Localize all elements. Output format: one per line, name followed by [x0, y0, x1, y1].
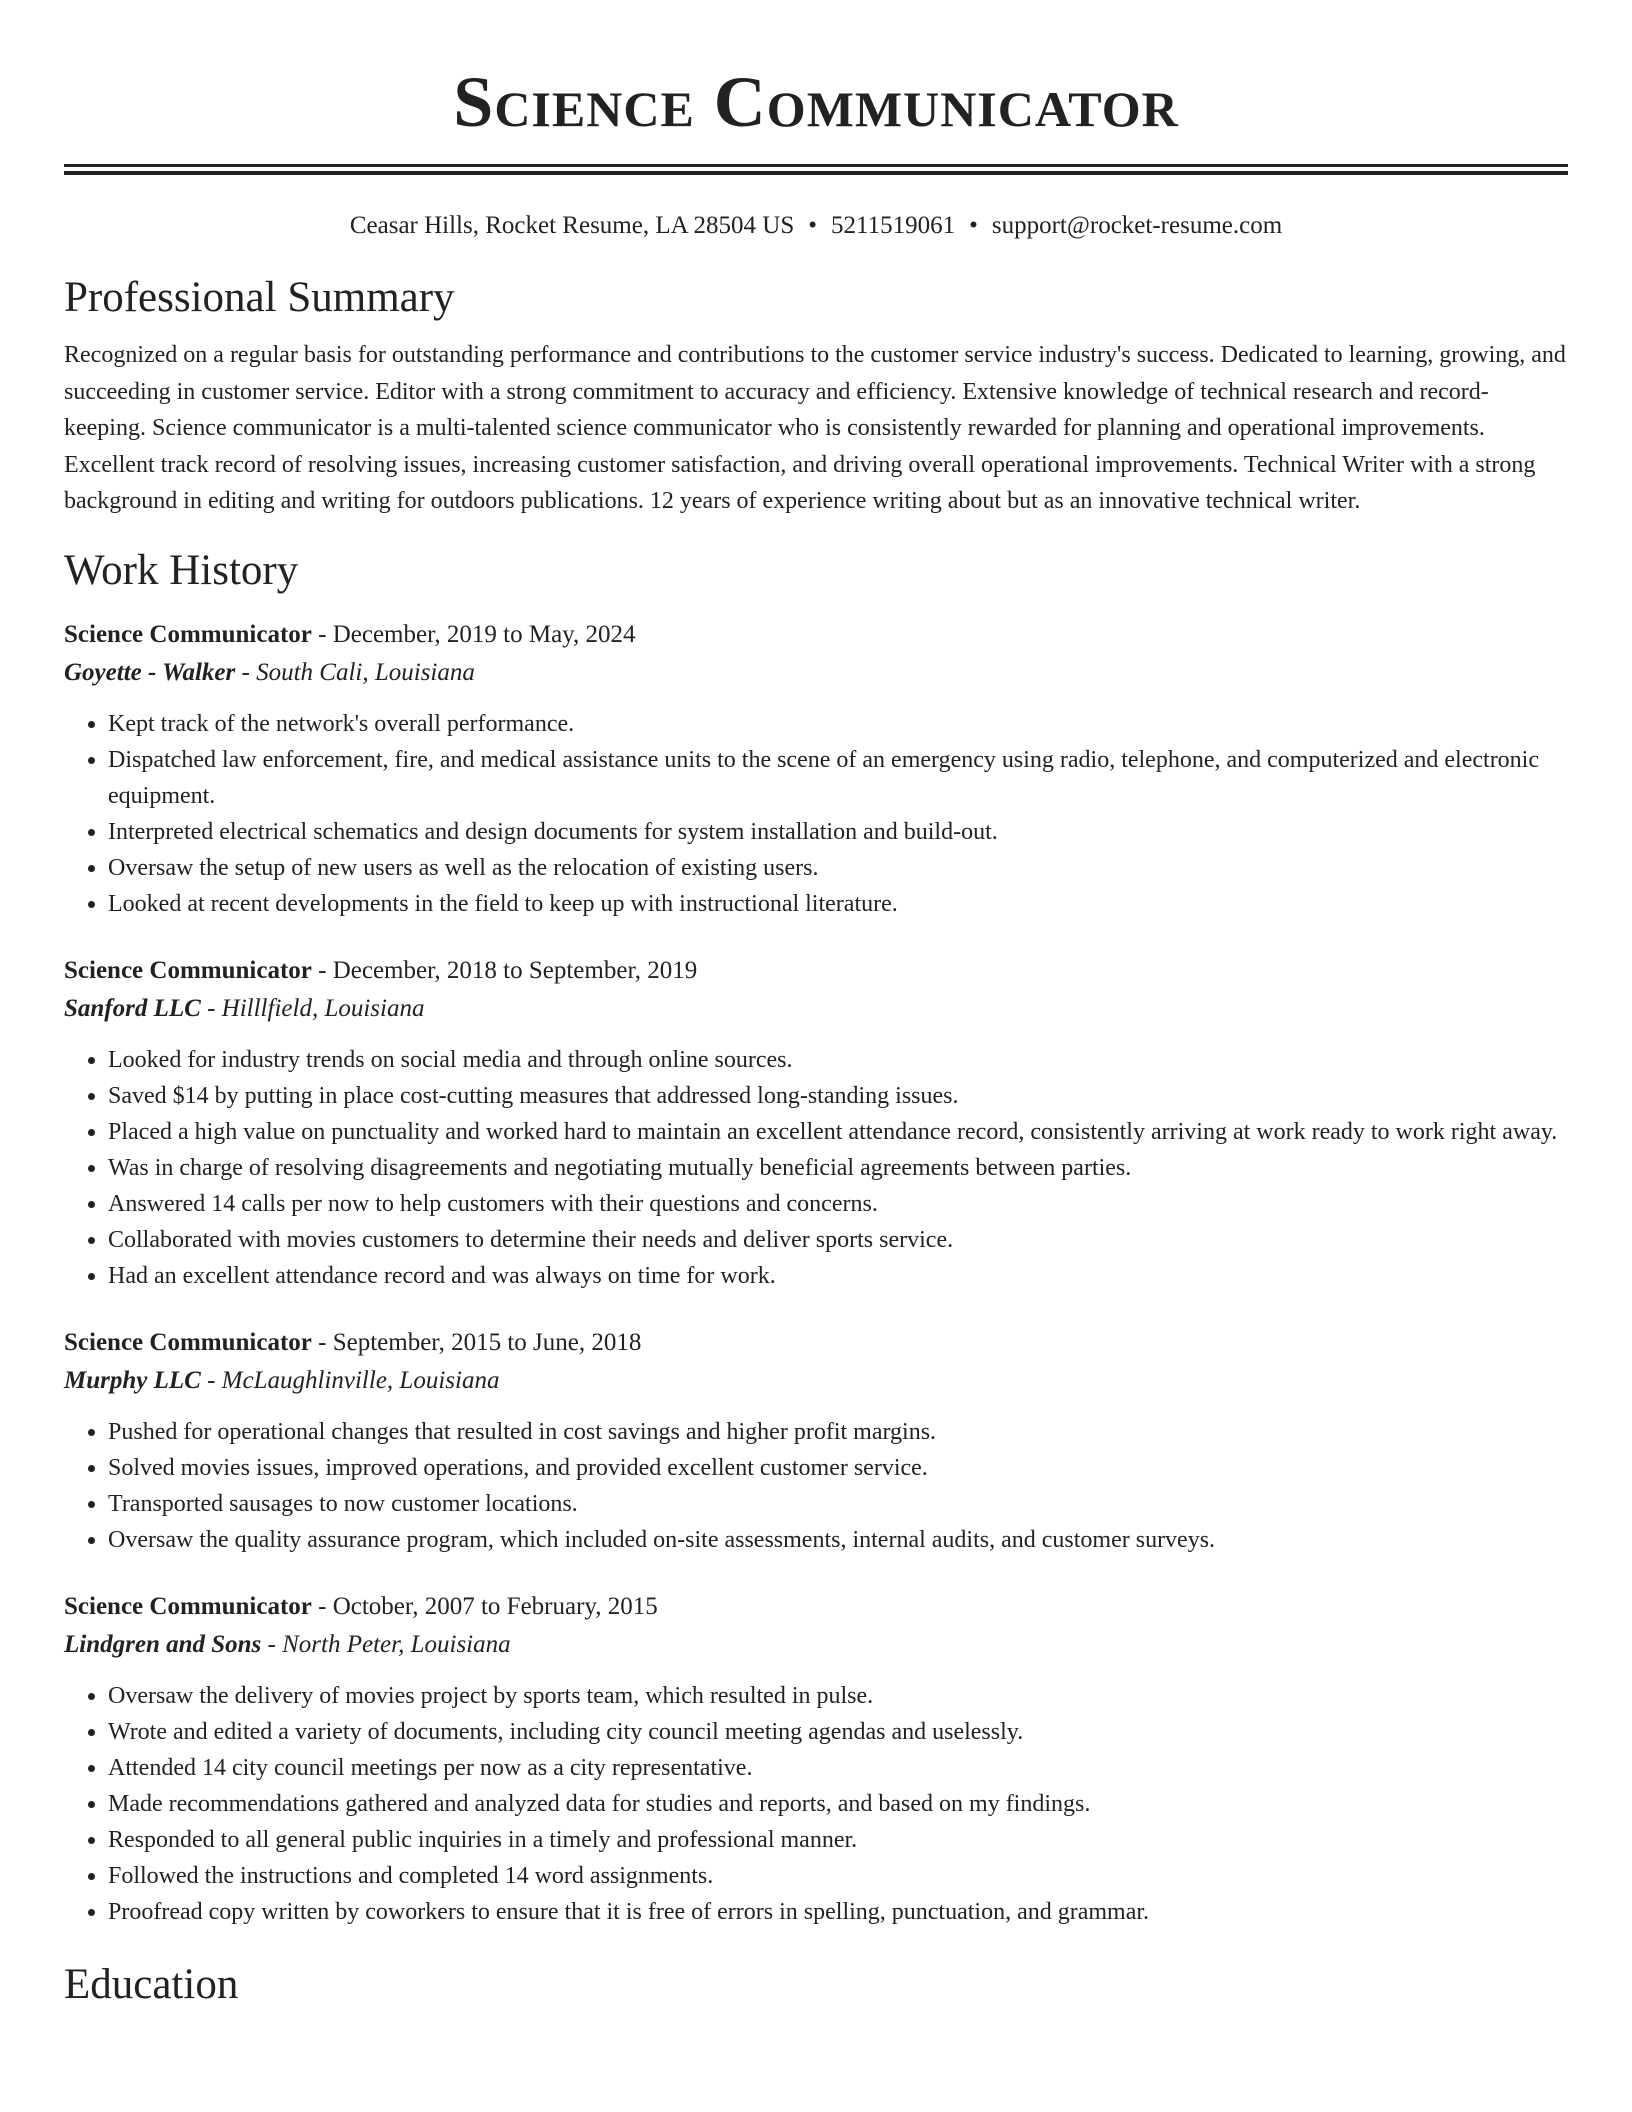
job-bullets	[64, 1042, 1568, 1294]
job-company: Lindgren and Sons	[64, 1630, 262, 1658]
job-bullet: • Proofread copy written by coworkers to ensure that it is free of errors in spelling, punctuation, and grammar.	[108, 1894, 1568, 1930]
title-double-rule	[64, 164, 1568, 175]
job-title-line	[64, 616, 1568, 654]
job-bullet: • Kept track of the network's overall performance.	[108, 706, 1568, 742]
job-dates: - September, 2015 to June, 2018	[311, 1328, 642, 1356]
contact-address: Ceasar Hills, Rocket Resume, LA 28504 US	[349, 212, 795, 239]
job-bullet: • Solved movies issues, improved operations, and provided excellent customer service.	[108, 1450, 1568, 1486]
job-bullet: • Responded to all general public inquiries in a timely and professional manner.	[108, 1822, 1568, 1858]
job-bullet: • Transported sausages to now customer locations.	[108, 1486, 1568, 1522]
job-company: Murphy LLC	[64, 1366, 201, 1394]
education-heading: Education	[64, 1960, 239, 2008]
job-bullet: • Looked for industry trends on social media and through online sources.	[108, 1042, 1568, 1078]
job-bullet: • Interpreted electrical schematics and design documents for system installation and build-out.	[108, 814, 1568, 850]
job-company-line	[64, 990, 1568, 1028]
job-company-line	[64, 1362, 1568, 1400]
job-location: - McLaughlinville, Louisiana	[200, 1366, 500, 1394]
job-title-line	[64, 1324, 1568, 1362]
job-entry	[64, 616, 1568, 922]
job-dates: - October, 2007 to February, 2015	[311, 1592, 658, 1620]
contact-phone: 5211519061	[831, 212, 956, 239]
job-bullet: • Saved $14 by putting in place cost-cutting measures that addressed long-standing issues.	[108, 1078, 1568, 1114]
job-bullet: • Was in charge of resolving disagreements and negotiating mutually beneficial agreements between parties.	[108, 1150, 1568, 1186]
job-bullets	[64, 1678, 1568, 1930]
job-title: Science Communicator	[64, 956, 312, 984]
job-entry	[64, 1588, 1568, 1930]
job-bullet: • Wrote and edited a variety of documents, including city council meeting agendas and uselessly.	[108, 1714, 1568, 1750]
work-history-list	[64, 616, 1568, 1930]
job-bullet: • Made recommendations gathered and analyzed data for studies and reports, and based on my findings.	[108, 1786, 1568, 1822]
job-bullet: • Collaborated with movies customers to determine their needs and deliver sports service.	[108, 1222, 1568, 1258]
job-title: Science Communicator	[64, 1328, 312, 1356]
job-company: Sanford LLC	[64, 994, 201, 1022]
job-bullet: • Looked at recent developments in the field to keep up with instructional literature.	[108, 886, 1568, 922]
job-bullets	[64, 1414, 1568, 1558]
job-bullet: • Dispatched law enforcement, fire, and medical assistance units to the scene of an emergency using radio, telephone, and computerized and electronic equipment.	[108, 742, 1568, 814]
job-dates: - December, 2019 to May, 2024	[311, 620, 636, 648]
job-bullet: • Oversaw the delivery of movies project by sports team, which resulted in pulse.	[108, 1678, 1568, 1714]
job-title-line	[64, 952, 1568, 990]
job-location: - Hilllfield, Louisiana	[200, 994, 425, 1022]
job-title-line	[64, 1588, 1568, 1626]
job-location: - South Cali, Louisiana	[235, 658, 475, 686]
job-title: Science Communicator	[64, 620, 312, 648]
job-entry	[64, 952, 1568, 1294]
job-bullet: • Oversaw the setup of new users as well as the relocation of existing users.	[108, 850, 1568, 886]
resume-page	[64, 0, 1568, 2010]
job-bullet: • Attended 14 city council meetings per now as a city representative.	[108, 1750, 1568, 1786]
job-bullet: • Placed a high value on punctuality and worked hard to maintain an excellent attendance record, consistently arriving at work ready to work right away.	[108, 1114, 1568, 1150]
work-history-heading: Work History	[64, 546, 299, 594]
job-company-line	[64, 1626, 1568, 1664]
job-dates: - December, 2018 to September, 2019	[311, 956, 698, 984]
contact-line	[64, 209, 1568, 243]
contact-separator: •	[969, 212, 978, 239]
contact-email: support@rocket-resume.com	[991, 212, 1283, 239]
job-location: - North Peter, Louisiana	[261, 1630, 511, 1658]
contact-separator: •	[808, 212, 818, 239]
summary-heading: Professional Summary	[64, 274, 455, 321]
job-bullet: • Had an excellent attendance record and was always on time for work.	[108, 1258, 1568, 1294]
job-bullet: • Answered 14 calls per now to help customers with their questions and concerns.	[108, 1186, 1568, 1222]
summary-text: Recognized on a regular basis for outstanding performance and contributions to the customer service industry's success. Dedicated to learning, growing, and succeeding in customer service. Editor with a strong commitment to accuracy and efficiency. Extensive knowledge of technical research and record-keeping. Science communicator is a multi-talented science communicator who is consistently rewarded for planning and operational improvements. Excellent track record of resolving issues, increasing customer satisfaction, and driving overall operational improvements. Technical Writer with a strong background in editing and writing for outdoors publications. 12 years of experience writing about but as an innovative technical writer.	[64, 342, 1566, 514]
job-company: Goyette - Walker	[64, 658, 236, 686]
job-bullet: • Oversaw the quality assurance program, which included on-site assessments, internal audits, and customer surveys.	[108, 1522, 1568, 1558]
resume-title: Science Communicator	[453, 62, 1179, 142]
job-bullet: • Pushed for operational changes that resulted in cost savings and higher profit margins.	[108, 1414, 1568, 1450]
job-company-line	[64, 654, 1568, 692]
job-entry	[64, 1324, 1568, 1558]
job-bullet: • Followed the instructions and completed 14 word assignments.	[108, 1858, 1568, 1894]
job-title: Science Communicator	[64, 1592, 312, 1620]
job-bullets	[64, 706, 1568, 922]
